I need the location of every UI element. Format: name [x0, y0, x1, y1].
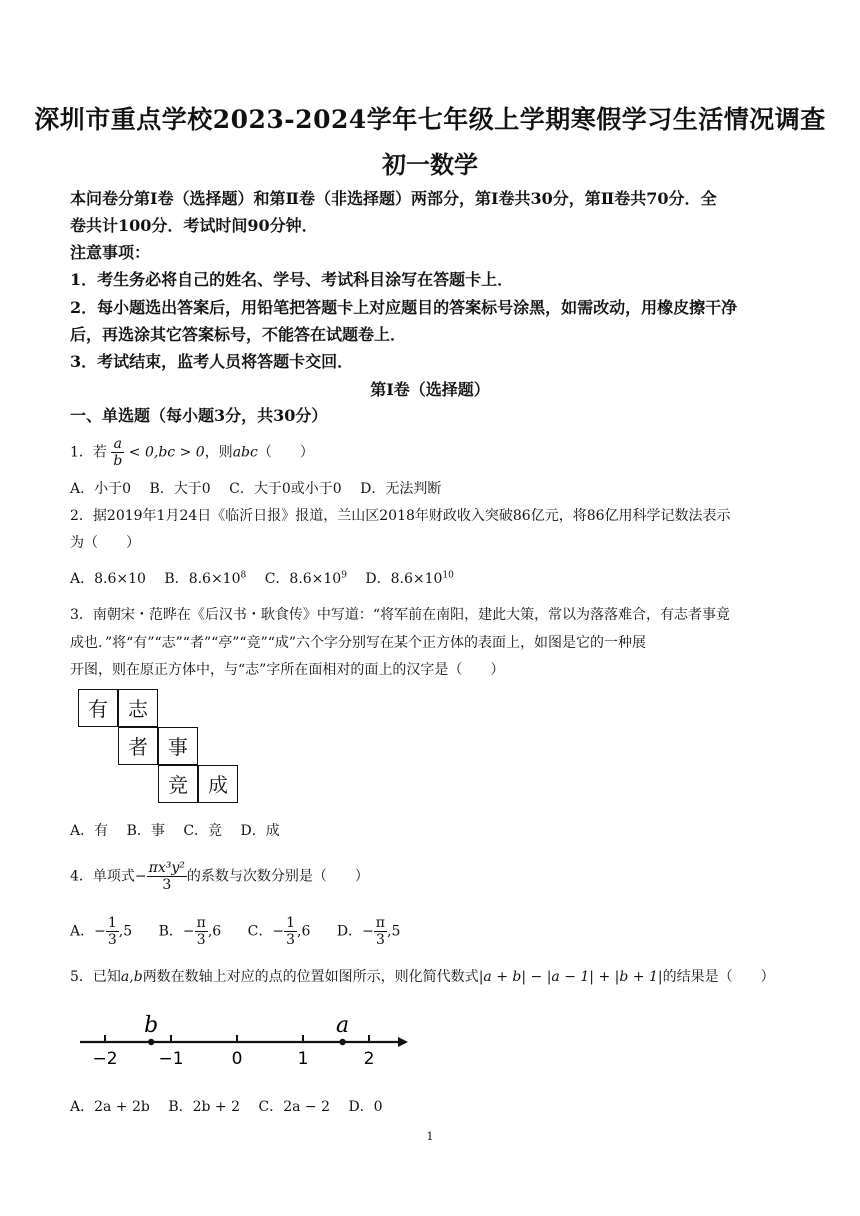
intro-line-2: 卷共计100分．考试时间90分钟．: [70, 216, 318, 235]
q5-expr: |a + b| − |a − 1| + |b + 1|: [478, 969, 663, 985]
point-a: [339, 1039, 345, 1045]
page-title: 深圳市重点学校2023-2024学年七年级上学期寒假学习生活情况调查: [34, 105, 826, 134]
q4-a-deg: ,5: [118, 923, 133, 940]
q1-suffix-b: （ ）: [257, 444, 314, 461]
part1-title: 第Ⅰ卷（选择题）: [370, 380, 490, 399]
q2-a-label: A．: [70, 571, 95, 587]
net-cell-5: 竞: [158, 765, 198, 803]
q2-c-label: C．: [264, 571, 290, 587]
tick-label: −1: [158, 1049, 184, 1069]
q1-fraction: [111, 436, 124, 469]
q1-frac-num: a: [111, 436, 124, 453]
q3-option-c[interactable]: C．竞: [183, 823, 223, 839]
q4-a-frac: [106, 915, 119, 948]
question-5: [70, 964, 794, 991]
point-b-label: b: [144, 1013, 159, 1038]
net-cell-4: 事: [158, 727, 198, 765]
q4-a-label: A．: [70, 923, 95, 940]
q4-d-label: D．: [336, 923, 363, 940]
question-3-line-1: 3．南朝宋・范晔在《后汉书・耿食传》中写道：“将军前在南阳，建此大策，常以为落落难合，有志者事竟: [70, 607, 731, 623]
point-b: [148, 1039, 154, 1045]
q2-c-exp: 9: [341, 570, 347, 581]
tick-label: −2: [92, 1049, 118, 1069]
q4-prefix: 4．单项式: [70, 868, 135, 885]
question-2-line-1: 2．据2019年1月24日《临沂日报》报道，兰山区2018年财政收入突破86亿元，将86亿用科学记数法表示: [70, 508, 731, 524]
q4-fraction: [147, 860, 187, 893]
q4-d-den: 3: [375, 932, 385, 948]
q4-b-num: π: [196, 915, 206, 931]
q5-suffix: 的结果是（ ）: [662, 969, 775, 985]
q4-c-deg: ,6: [297, 923, 311, 940]
q1-condition: < 0,bc > 0: [128, 444, 205, 461]
q2-a-base: 8.6×10: [94, 571, 146, 587]
q1-option-c[interactable]: C．大于0或小于0: [229, 481, 342, 497]
q5-option-b[interactable]: B．2b + 2: [168, 1099, 241, 1115]
q4-a-num: 1: [107, 915, 117, 931]
tick-label: 2: [363, 1049, 375, 1069]
net-cell-3: 者: [118, 727, 158, 765]
q2-c-base: 8.6×10: [289, 571, 342, 587]
notice-1: 1．考生务必将自己的姓名、学号、考试科目涂写在答题卡上．: [70, 270, 514, 289]
q4-c-den: 3: [286, 932, 296, 948]
notice-2a: 2．每小题选出答案后，用铅笔把答题卡上对应题目的答案标号涂黑，如需改动，用橡皮擦干净: [70, 298, 738, 317]
q4-d-deg: ,5: [387, 923, 401, 940]
q4-option-c[interactable]: C．− $\frac{1}{3}$ ,6: [247, 915, 311, 948]
q1-options: [70, 478, 455, 498]
q3-option-b[interactable]: B．事: [126, 823, 165, 839]
question-1: [70, 436, 794, 469]
net-cell-1: 有: [78, 689, 118, 727]
q4-frac-num: πx³y²: [148, 860, 185, 876]
notice-2b: 后，再选涂其它答案标号，不能答在试题卷上．: [70, 325, 407, 344]
notice-heading: 注意事项：: [70, 243, 151, 262]
q2-b-exp: 8: [240, 570, 247, 581]
q5-mid: 两数在数轴上对应的点的位置如图所示，则化简代数式: [142, 969, 479, 985]
q1-option-b[interactable]: B．大于0: [149, 481, 211, 497]
q4-suffix: 的系数与次数分别是（ ）: [186, 868, 369, 885]
q3-option-d[interactable]: D．成: [240, 823, 280, 839]
net-cell-2: 志: [118, 689, 158, 727]
q5-option-d[interactable]: D．0: [348, 1099, 383, 1115]
q2-d-label: D．: [365, 571, 391, 587]
section1-title: 一、单选题（每小题3分，共30分）: [70, 406, 328, 425]
q2-option-d[interactable]: [365, 568, 454, 588]
q4-option-a[interactable]: A．− $\frac{1}{3}$ ,5: [70, 915, 133, 948]
q2-option-c[interactable]: [265, 568, 347, 588]
q2-b-base: 8.6×10: [188, 571, 241, 587]
q4-option-b[interactable]: B．− $\frac{\pi}{3}$ ,6: [158, 915, 222, 948]
q3-options: [70, 820, 294, 840]
q4-b-den: 3: [196, 932, 206, 948]
q5-vars: a,b: [120, 969, 143, 985]
q2-d-base: 8.6×10: [390, 571, 443, 587]
q4-option-d[interactable]: D．− $\frac{\pi}{3}$ ,5: [336, 915, 401, 948]
q4-d-frac: [374, 915, 387, 948]
q2-options: [70, 568, 468, 588]
number-line-arrow: [398, 1037, 408, 1047]
q4-b-label: B．: [158, 923, 183, 940]
q4-c-frac: [284, 915, 297, 948]
intro-line-1: 本问卷分第Ⅰ卷（选择题）和第Ⅱ卷（非选择题）两部分，第Ⅰ卷共30分，第Ⅱ卷共70分．全: [70, 189, 717, 208]
q2-option-a[interactable]: [70, 568, 146, 588]
q4-options: [70, 915, 414, 948]
question-4: [70, 860, 794, 893]
q1-expr: abc: [232, 444, 258, 461]
tick-label: 0: [231, 1049, 243, 1069]
tick-label: 1: [297, 1049, 309, 1069]
q1-option-d[interactable]: D．无法判断: [360, 481, 442, 497]
q1-option-a[interactable]: A．小于0: [70, 481, 132, 497]
q4-d-num: π: [375, 915, 385, 931]
q1-frac-den: b: [113, 453, 123, 469]
number-line-figure: [70, 1008, 410, 1070]
q4-minus: −: [134, 868, 147, 885]
q4-frac-den: 3: [162, 877, 172, 893]
q4-c-label: C．: [247, 923, 273, 940]
q5-options: [70, 1096, 397, 1116]
q5-prefix: 5．已知: [70, 969, 121, 985]
point-a-label: a: [336, 1013, 350, 1038]
q5-option-c[interactable]: C．2a − 2: [258, 1099, 330, 1115]
q4-b-deg: ,6: [207, 923, 222, 940]
q2-b-label: B．: [164, 571, 189, 587]
q2-d-exp: 10: [442, 570, 454, 581]
q2-option-b[interactable]: [164, 568, 246, 588]
q4-a-den: 3: [107, 932, 117, 948]
q5-option-a[interactable]: A．2a + 2b: [70, 1099, 150, 1115]
question-2-line-2: 为（ ）: [70, 535, 140, 551]
number-line-ticks: [92, 1035, 374, 1069]
q1-prefix: 1．若: [70, 444, 107, 461]
q4-b-frac: [195, 915, 208, 948]
notice-3: 3．考试结束，监考人员将答题卡交回．: [70, 352, 354, 371]
net-cell-6: 成: [198, 765, 238, 803]
q4-c-num: 1: [286, 915, 296, 931]
q3-option-a[interactable]: A．有: [70, 823, 109, 839]
page-number: 1: [426, 1130, 434, 1143]
page-subtitle: 初一数学: [382, 150, 478, 179]
question-3-line-2: 成也．”将“有”“志”“者”“亭”“竞”“成”六个字分别写在某个正方体的表面上，如图是它的一种展: [70, 635, 647, 651]
question-3-line-3: 开图，则在原正方体中，与“志”字所在面相对的面上的汉字是（ ）: [70, 662, 505, 678]
q1-suffix-a: ，则: [204, 444, 233, 461]
